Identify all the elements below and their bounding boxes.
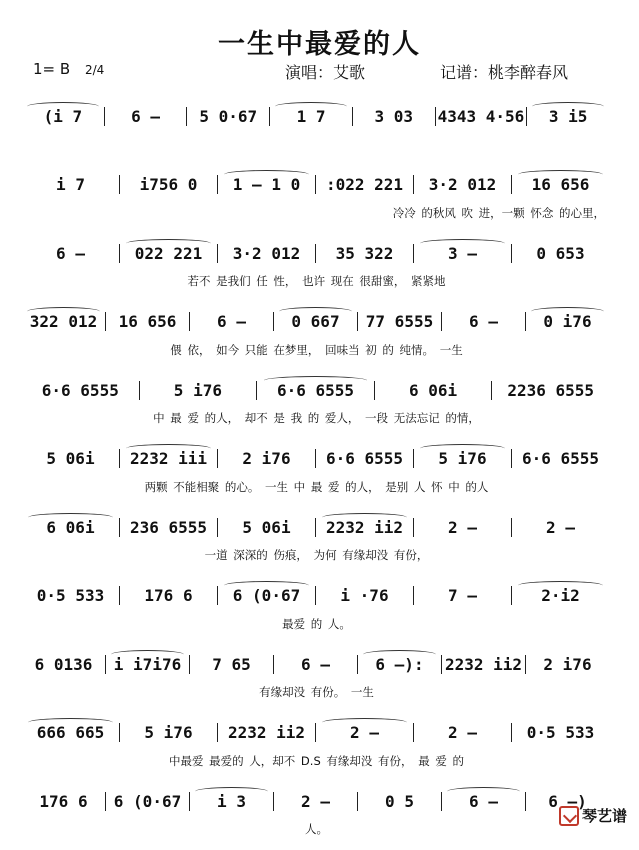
measure: 322 012	[22, 312, 106, 331]
score-sheet	[22, 96, 609, 850]
measure: 3 i5	[527, 107, 609, 126]
measure: (i 7	[22, 107, 105, 126]
logo-text: 琴艺谱	[581, 807, 627, 825]
measure: 6 –	[190, 312, 274, 331]
slur-mark	[420, 444, 505, 453]
measure: 6 (0·67	[218, 586, 316, 605]
measure: 6 –	[105, 107, 188, 126]
notation-row	[22, 789, 609, 813]
measure: 5 i76	[120, 723, 218, 742]
measure: 666 665	[22, 723, 120, 742]
measure: 176 6	[22, 792, 106, 811]
lyrics-line: 偎 依， 如今 只能 在梦里， 回味当 初 的 纯情。 一生	[170, 342, 463, 357]
slur-mark	[264, 376, 367, 385]
slur-mark	[532, 102, 604, 111]
measure: 2236 6555	[507, 380, 595, 400]
lyrics-line: 最爱 的 人。	[282, 616, 351, 631]
slur-mark	[195, 787, 268, 796]
slur-mark	[224, 581, 309, 590]
score-system	[22, 507, 609, 576]
notation-row	[22, 721, 609, 745]
slur-mark	[111, 650, 184, 659]
key-signature: 1= B	[33, 60, 71, 78]
measure: 6 –	[442, 312, 526, 331]
measure: 2 i76	[543, 654, 592, 674]
measure: 1 7	[270, 107, 353, 126]
score-system	[22, 781, 609, 850]
score-system	[22, 576, 609, 645]
slur-mark	[518, 581, 603, 590]
measure: 6 –	[274, 655, 358, 674]
score-system	[22, 302, 609, 371]
notation-row	[22, 378, 609, 402]
measure: 236 6555	[120, 518, 218, 537]
notation-row	[22, 584, 609, 608]
measure: 6 –	[22, 244, 120, 263]
score-system	[22, 165, 609, 234]
measure: 0 i76	[526, 312, 609, 331]
logo-icon	[559, 806, 579, 826]
lyrics-line: 中 最 爱 的人， 却不 是 我 的 爱人， 一段 无法忘记 的情，	[153, 411, 480, 425]
lyrics-line: 一道 深深的 伤痕， 为何 有缘却没 有份，	[204, 548, 429, 562]
measure: 6 –):	[358, 655, 442, 674]
slur-mark	[531, 307, 604, 316]
site-logo	[559, 805, 627, 826]
measure: 2 –	[546, 517, 575, 537]
measure: 5 06i	[22, 449, 120, 468]
measure: 7 –	[414, 586, 512, 605]
measure: 0 667	[274, 312, 358, 331]
notation-row	[22, 173, 609, 197]
notation-row	[22, 515, 609, 539]
measure: 6·6 6555	[521, 449, 600, 468]
slur-mark	[322, 513, 407, 522]
measure: i 7	[22, 175, 120, 194]
measure: 0·5 533	[22, 586, 120, 605]
score-system	[22, 713, 609, 782]
measure: 5 06i	[218, 518, 316, 537]
slur-mark	[322, 718, 407, 727]
measure: 2 i76	[218, 449, 316, 468]
singer-credit: 演唱：艾歌	[285, 63, 366, 82]
measure: 2 –	[316, 723, 414, 742]
measure: i i7i76	[106, 655, 190, 674]
slur-mark	[126, 444, 211, 453]
measure: 2·i2	[512, 586, 609, 605]
measure: 5 0·67	[187, 107, 270, 126]
measure: 6 –)	[548, 791, 587, 811]
notation-row	[22, 310, 609, 334]
lyrics-line: 有缘却没 有份。 一生	[259, 685, 374, 699]
measure: 6 0136	[22, 655, 106, 674]
measure: 3 03	[353, 107, 436, 126]
measure: 2232 ii2	[316, 518, 414, 537]
measure: 6·6 6555	[22, 381, 140, 400]
slur-mark	[275, 102, 347, 111]
measure: 2232 iii	[120, 449, 218, 468]
measure: 2 –	[274, 792, 358, 811]
measure: i756 0	[120, 175, 218, 194]
notation-row	[22, 104, 609, 128]
measure: 3·2 012	[414, 175, 512, 194]
measure: 2232 ii2	[218, 723, 316, 742]
score-system	[22, 370, 609, 439]
notation-row	[22, 241, 609, 265]
slur-mark	[363, 650, 436, 659]
lyrics-line: 人。	[305, 822, 328, 836]
slur-mark	[28, 513, 113, 522]
measure: 0·5 533	[526, 723, 595, 742]
measure: 3 –	[414, 244, 512, 263]
measure: 6 06i	[22, 518, 120, 537]
score-system	[22, 233, 609, 302]
score-system	[22, 439, 609, 508]
measure: :022 221	[316, 175, 414, 194]
slur-mark	[126, 239, 211, 248]
measure: 2 –	[414, 723, 512, 742]
slur-mark	[518, 170, 603, 179]
score-system	[22, 96, 609, 165]
slur-mark	[420, 239, 505, 248]
notation-row	[22, 652, 609, 676]
lyrics-line: 冷冷 的秋风 吹 进，一颗 怀念 的心里，	[392, 205, 605, 220]
slur-mark	[27, 307, 100, 316]
time-signature: 2/4	[84, 63, 105, 77]
key-time-signature	[33, 60, 104, 78]
measure: 0 5	[358, 792, 442, 811]
measure: 022 221	[120, 244, 218, 263]
measure: 6·6 6555	[316, 449, 414, 468]
measure: 7 65	[190, 655, 274, 674]
measure: 16 656	[512, 175, 609, 194]
measure: 3·2 012	[218, 244, 316, 263]
measure: 77 6555	[358, 312, 442, 331]
measure: 2232 ii2	[442, 655, 526, 674]
slur-mark	[28, 718, 113, 727]
slur-mark	[447, 787, 520, 796]
measure: 5 i76	[414, 449, 512, 468]
measure: 1 – 1 0	[218, 175, 316, 194]
measure: 6 06i	[375, 381, 493, 400]
measure: 35 322	[316, 244, 414, 263]
slur-mark	[279, 307, 352, 316]
measure: 6 (0·67	[106, 792, 190, 811]
page-title: 一生中最爱的人	[218, 29, 421, 60]
lyrics-line: 中最爱 最爱的 人，却不 D.S 有缘却没 有份， 最 爱 的	[168, 753, 465, 768]
measure: 6 –	[442, 792, 526, 811]
transcriber-credit: 记谱：桃李醉春风	[440, 63, 569, 82]
measure: i 3	[190, 792, 274, 811]
measure: 5 i76	[140, 381, 258, 400]
measure: 2 –	[414, 518, 512, 537]
notation-row	[22, 447, 609, 471]
score-system	[22, 644, 609, 713]
measure: 0 653	[536, 243, 585, 263]
lyrics-line: 若不 是我们 任 性， 也许 现在 很甜蜜， 紧紧地	[187, 274, 446, 288]
measure: 16 656	[106, 312, 190, 331]
lyrics-line: 两颗 不能相聚 的心。 一生 中 最 爱 的人， 是别 人 怀 中 的人	[144, 479, 489, 494]
measure: 6·6 6555	[257, 381, 375, 400]
measure: 4343 4·56	[436, 107, 528, 126]
measure: i ·76	[316, 586, 414, 605]
measure: 176 6	[120, 586, 218, 605]
slur-mark	[27, 102, 99, 111]
slur-mark	[224, 170, 309, 179]
